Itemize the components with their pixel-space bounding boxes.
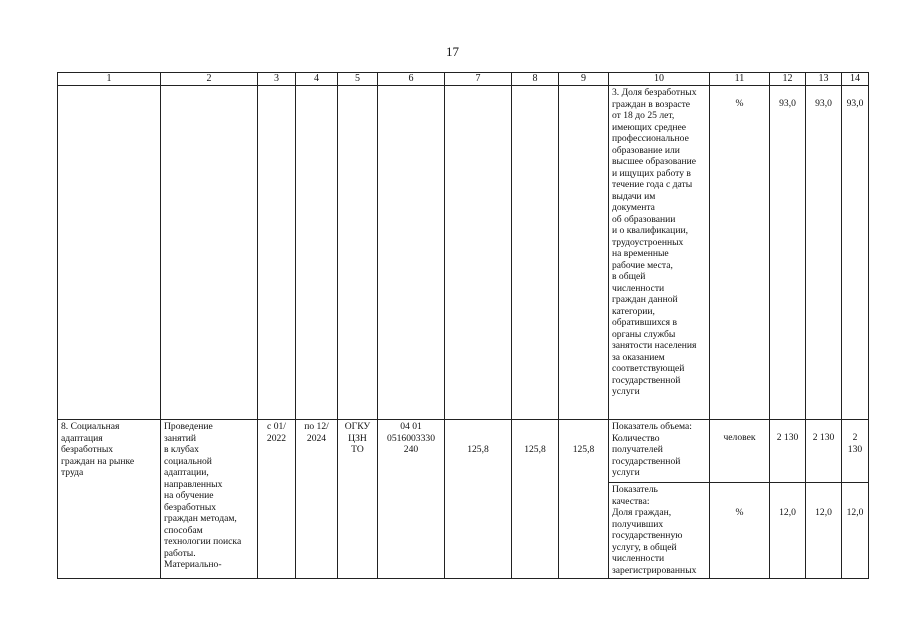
table-cell	[258, 86, 296, 420]
executor-cell: ОГКУ ЦЗН ТО	[338, 420, 378, 579]
col-header: 1	[58, 73, 161, 86]
start-date-cell: с 01/ 2022	[258, 420, 296, 579]
col-header: 14	[842, 73, 869, 86]
value-cell: 2 130	[842, 420, 869, 483]
value-cell: 2 130	[806, 420, 842, 483]
col-header: 9	[559, 73, 609, 86]
table-row	[58, 86, 869, 420]
program-table	[57, 72, 869, 579]
page-number: 17	[446, 44, 459, 59]
col-header: 12	[770, 73, 806, 86]
col-header: 8	[512, 73, 559, 86]
indicator-cell: Показатель качества: Доля граждан, получивших государственную услугу, в общей численности зарегистрированных	[609, 483, 710, 579]
table-cell	[338, 86, 378, 420]
col-header: 7	[445, 73, 512, 86]
value-cell: 12,0	[770, 483, 806, 579]
col-header: 4	[296, 73, 338, 86]
unit-cell: человек	[710, 420, 770, 483]
table-cell	[512, 86, 559, 420]
activity-cell: Проведение занятий в клубах социальной адаптации, направленных на обучение безработных граждан методам, способам технологии поиска работы. Материально-	[161, 420, 258, 579]
col-header: 5	[338, 73, 378, 86]
indicator-cell: Показатель объема: Количество получателей государственной услуги	[609, 420, 710, 483]
unit-cell: %	[710, 86, 770, 420]
finance-cell: 125,8	[512, 420, 559, 579]
value-cell: 93,0	[806, 86, 842, 420]
col-header: 13	[806, 73, 842, 86]
value-cell: 93,0	[842, 86, 869, 420]
col-header: 11	[710, 73, 770, 86]
value-cell: 93,0	[770, 86, 806, 420]
end-date-cell: по 12/ 2024	[296, 420, 338, 579]
table-row	[58, 420, 869, 483]
value-cell: 2 130	[770, 420, 806, 483]
col-header: 2	[161, 73, 258, 86]
table-cell	[58, 86, 161, 420]
col-header: 3	[258, 73, 296, 86]
table-cell	[445, 86, 512, 420]
kbk-cell: 04 01 0516003330 240	[378, 420, 445, 579]
measure-name-cell: 8. Социальная адаптация безработных граждан на рынке труда	[58, 420, 161, 579]
table-cell	[161, 86, 258, 420]
table-cell	[559, 86, 609, 420]
indicator-cell: 3. Доля безработных граждан в возрасте от 18 до 25 лет, имеющих среднее профессиональное образование или высшее образование и ищущих работу в течение года с даты выдачи им документа об образовании и о квалификации, трудоустроенных на временные рабочие места, в общей численности граждан данной категории, обратившихся в органы службы занятости населения за оказанием соответствующей государственной услуги	[609, 86, 710, 420]
table-cell	[296, 86, 338, 420]
col-header: 10	[609, 73, 710, 86]
value-cell: 12,0	[806, 483, 842, 579]
value-cell: 12,0	[842, 483, 869, 579]
finance-cell: 125,8	[445, 420, 512, 579]
header-row	[58, 73, 869, 86]
col-header: 6	[378, 73, 445, 86]
finance-cell: 125,8	[559, 420, 609, 579]
table-cell	[378, 86, 445, 420]
unit-cell: %	[710, 483, 770, 579]
